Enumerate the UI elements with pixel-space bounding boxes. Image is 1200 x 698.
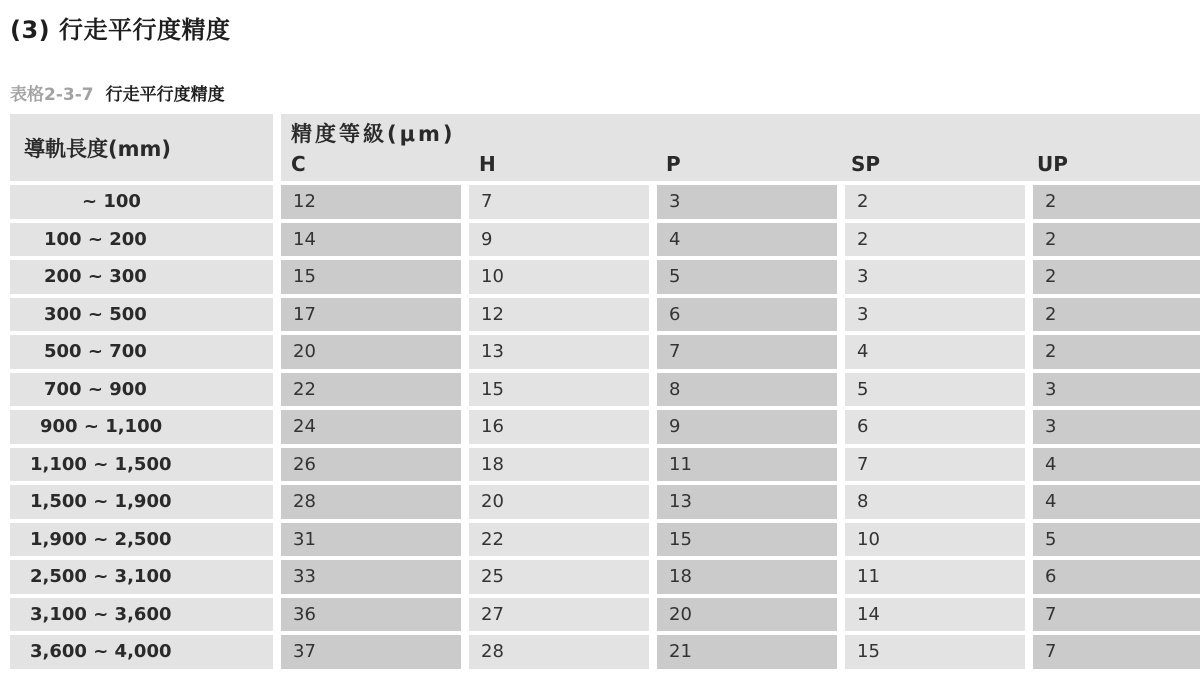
- value-cell-h: 13: [469, 335, 649, 369]
- value-cell-c: 14: [281, 223, 461, 257]
- value-cell-h: 10: [469, 260, 649, 294]
- value-cell-c: 15: [281, 260, 461, 294]
- precision-table: [10, 114, 1200, 669]
- value-cell-up: 7: [1033, 635, 1200, 669]
- grade-header-h: H: [479, 152, 496, 176]
- value-cell-sp: 7: [845, 448, 1025, 482]
- value-cell-c: 26: [281, 448, 461, 482]
- value-cell-h: 27: [469, 598, 649, 632]
- value-cell-h: 18: [469, 448, 649, 482]
- value-cell-c: 28: [281, 485, 461, 519]
- value-cell-h: 15: [469, 373, 649, 407]
- value-cell-up: 2: [1033, 223, 1200, 257]
- value-cell-h: 22: [469, 523, 649, 557]
- value-cell-p: 5: [657, 260, 837, 294]
- length-cell: 300 ~ 500: [10, 298, 273, 332]
- value-cell-h: 20: [469, 485, 649, 519]
- length-cell: 900 ~ 1,100: [10, 410, 273, 444]
- value-cell-p: 6: [657, 298, 837, 332]
- value-cell-c: 31: [281, 523, 461, 557]
- value-cell-sp: 4: [845, 335, 1025, 369]
- value-cell-sp: 2: [845, 185, 1025, 219]
- value-cell-p: 20: [657, 598, 837, 632]
- value-cell-up: 2: [1033, 335, 1200, 369]
- section-heading: (3) 行走平行度精度: [10, 16, 231, 44]
- grade-header-group: [281, 114, 1200, 181]
- value-cell-c: 17: [281, 298, 461, 332]
- value-cell-sp: 14: [845, 598, 1025, 632]
- length-cell: 3,100 ~ 3,600: [10, 598, 273, 632]
- grade-header-up: UP: [1037, 152, 1068, 176]
- value-cell-up: 6: [1033, 560, 1200, 594]
- value-cell-h: 7: [469, 185, 649, 219]
- grade-column-header: 精度等級(μm): [291, 122, 456, 146]
- value-cell-sp: 8: [845, 485, 1025, 519]
- table-caption-title: 行走平行度精度: [105, 85, 225, 105]
- length-cell: 1,900 ~ 2,500: [10, 523, 273, 557]
- value-cell-up: 2: [1033, 260, 1200, 294]
- value-cell-up: 2: [1033, 298, 1200, 332]
- value-cell-p: 15: [657, 523, 837, 557]
- length-cell: 3,600 ~ 4,000: [10, 635, 273, 669]
- value-cell-up: 4: [1033, 448, 1200, 482]
- value-cell-up: 2: [1033, 185, 1200, 219]
- length-cell: 200 ~ 300: [10, 260, 273, 294]
- value-cell-sp: 6: [845, 410, 1025, 444]
- value-cell-h: 25: [469, 560, 649, 594]
- value-cell-c: 12: [281, 185, 461, 219]
- grade-header-c: C: [291, 152, 306, 176]
- value-cell-p: 3: [657, 185, 837, 219]
- value-cell-c: 24: [281, 410, 461, 444]
- table-caption-label: 表格2-3-7: [10, 85, 94, 105]
- value-cell-c: 22: [281, 373, 461, 407]
- value-cell-c: 37: [281, 635, 461, 669]
- value-cell-p: 21: [657, 635, 837, 669]
- value-cell-p: 7: [657, 335, 837, 369]
- length-column-header: 導軌長度(mm): [10, 114, 273, 181]
- value-cell-sp: 2: [845, 223, 1025, 257]
- grade-header-p: P: [666, 152, 681, 176]
- value-cell-h: 28: [469, 635, 649, 669]
- value-cell-p: 9: [657, 410, 837, 444]
- length-cell: 1,100 ~ 1,500: [10, 448, 273, 482]
- length-cell: 2,500 ~ 3,100: [10, 560, 273, 594]
- value-cell-h: 16: [469, 410, 649, 444]
- value-cell-c: 20: [281, 335, 461, 369]
- value-cell-sp: 10: [845, 523, 1025, 557]
- value-cell-up: 7: [1033, 598, 1200, 632]
- value-cell-p: 18: [657, 560, 837, 594]
- value-cell-sp: 15: [845, 635, 1025, 669]
- length-cell: 1,500 ~ 1,900: [10, 485, 273, 519]
- value-cell-up: 4: [1033, 485, 1200, 519]
- length-cell: ~ 100: [10, 185, 273, 219]
- length-cell: 500 ~ 700: [10, 335, 273, 369]
- value-cell-c: 36: [281, 598, 461, 632]
- value-cell-p: 4: [657, 223, 837, 257]
- table-caption: [10, 80, 225, 105]
- value-cell-sp: 3: [845, 260, 1025, 294]
- value-cell-sp: 5: [845, 373, 1025, 407]
- value-cell-up: 3: [1033, 410, 1200, 444]
- value-cell-p: 8: [657, 373, 837, 407]
- value-cell-c: 33: [281, 560, 461, 594]
- length-cell: 100 ~ 200: [10, 223, 273, 257]
- value-cell-h: 9: [469, 223, 649, 257]
- value-cell-up: 5: [1033, 523, 1200, 557]
- grade-header-sp: SP: [851, 152, 881, 176]
- value-cell-p: 11: [657, 448, 837, 482]
- value-cell-sp: 3: [845, 298, 1025, 332]
- value-cell-sp: 11: [845, 560, 1025, 594]
- value-cell-h: 12: [469, 298, 649, 332]
- length-cell: 700 ~ 900: [10, 373, 273, 407]
- value-cell-up: 3: [1033, 373, 1200, 407]
- value-cell-p: 13: [657, 485, 837, 519]
